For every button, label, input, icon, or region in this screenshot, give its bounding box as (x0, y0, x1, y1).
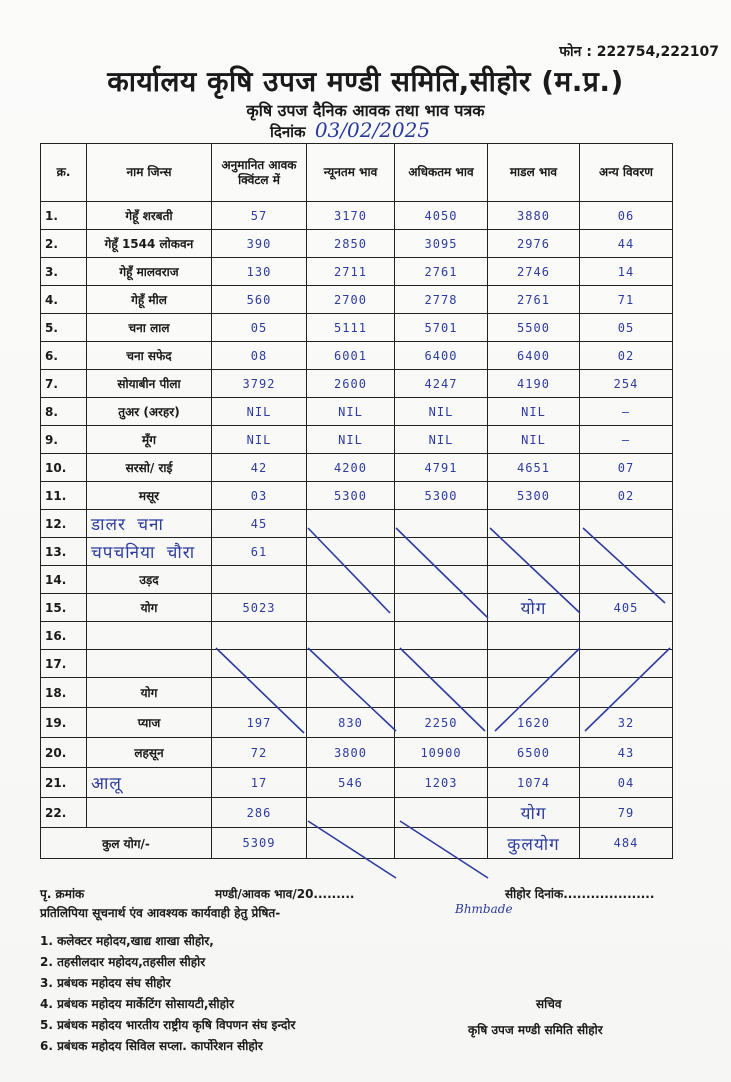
recipient-3: 3. प्रबंधक महोदय संघ सीहोर (40, 976, 171, 990)
cell-model: 1074 (488, 768, 580, 798)
cell-arrival (212, 650, 307, 678)
cell-other (580, 566, 673, 594)
cell-other (580, 622, 673, 650)
report-subtitle: कृषि उपज दैनिक आवक तथा भाव पत्रक (246, 101, 485, 120)
cell-max: NIL (395, 426, 488, 454)
recipient-4: 4. प्रबंधक महोदय मार्केटिंग सोसायटी,सीहोर (40, 997, 235, 1011)
commodity-name: मसूर (87, 482, 212, 510)
cell-arrival: 197 (212, 708, 307, 738)
recipient-1: 1. कलेक्टर महोदय,खाद्य शाखा सीहोर, (40, 934, 214, 948)
cell-arrival: NIL (212, 398, 307, 426)
cell-max: NIL (395, 398, 488, 426)
table-row (41, 398, 673, 426)
total-label: कुल योग/- (41, 828, 212, 859)
sehore-date: सीहोर दिनांक.................... (505, 887, 655, 901)
cell-min: 2700 (307, 286, 395, 314)
cell-other: 43 (580, 738, 673, 768)
cell-other: 79 (580, 798, 673, 828)
cell-min (307, 566, 395, 594)
phone-numbers: फोन : 222754,222107 (559, 44, 719, 60)
cell-other (580, 510, 673, 538)
total-empty2 (395, 828, 488, 859)
table-row (41, 650, 673, 678)
date-value: 03/02/2025 (314, 118, 431, 142)
row-serial: 1. (41, 202, 87, 230)
cell-arrival (212, 566, 307, 594)
price-table (40, 143, 673, 859)
cell-max (395, 538, 488, 566)
cell-other: 02 (580, 342, 673, 370)
row-serial: 8. (41, 398, 87, 426)
cell-model (488, 622, 580, 650)
cell-model: योग (488, 594, 580, 622)
cell-other: — (580, 398, 673, 426)
commodity-name: लहसून (87, 738, 212, 768)
commodity-name: गेहूँ 1544 लोकवन (87, 230, 212, 258)
commodity-name: गेहूँ शरबती (87, 202, 212, 230)
cell-min (307, 798, 395, 828)
cell-arrival (212, 678, 307, 708)
cell-max: 4791 (395, 454, 488, 482)
cell-model: NIL (488, 398, 580, 426)
cell-arrival: 560 (212, 286, 307, 314)
recipient-2: 2. तहसीलदार महोदय,तहसील सीहोर (40, 955, 206, 969)
cell-min: 546 (307, 768, 395, 798)
table-row (41, 314, 673, 342)
cell-model (488, 650, 580, 678)
cell-model: 6500 (488, 738, 580, 768)
cell-min: 3800 (307, 738, 395, 768)
cell-model (488, 538, 580, 566)
row-serial: 9. (41, 426, 87, 454)
cell-max: 4247 (395, 370, 488, 398)
commodity-name: गेहूँ मालवराज (87, 258, 212, 286)
table-row (41, 594, 673, 622)
table-row (41, 566, 673, 594)
commodity-name: सोयाबीन पीला (87, 370, 212, 398)
row-serial: 7. (41, 370, 87, 398)
row-serial: 12. (41, 510, 87, 538)
cell-arrival: 57 (212, 202, 307, 230)
cell-max (395, 678, 488, 708)
row-serial: 21. (41, 768, 87, 798)
table-row (41, 454, 673, 482)
cell-max: 5300 (395, 482, 488, 510)
office-name: कृषि उपज मण्डी समिति सीहोर (468, 1023, 603, 1037)
commodity-name (87, 798, 212, 828)
date-label: दिनांक (270, 123, 306, 141)
commodity-name (87, 622, 212, 650)
row-serial: 18. (41, 678, 87, 708)
row-serial: 15. (41, 594, 87, 622)
cell-max: 3095 (395, 230, 488, 258)
cell-min: 2600 (307, 370, 395, 398)
cell-other: 06 (580, 202, 673, 230)
mandi-line: मण्डी/आवक भाव/20......... (215, 887, 355, 901)
cell-model: 5500 (488, 314, 580, 342)
row-serial: 3. (41, 258, 87, 286)
table-row (41, 342, 673, 370)
commodity-name: तुअर (अरहर) (87, 398, 212, 426)
col-header-min: न्यूनतम भाव (307, 144, 395, 202)
office-title: कार्यालय कृषि उपज मण्डी समिति,सीहोर (म.प्र.) (107, 65, 624, 98)
cell-min (307, 622, 395, 650)
commodity-name: डालर चना (87, 510, 212, 538)
cell-max: 6400 (395, 342, 488, 370)
cell-other: 14 (580, 258, 673, 286)
table-row (41, 426, 673, 454)
cell-min (307, 650, 395, 678)
commodity-name: चना सफेद (87, 342, 212, 370)
cell-other: 44 (580, 230, 673, 258)
row-serial: 5. (41, 314, 87, 342)
cell-model: 6400 (488, 342, 580, 370)
table-row (41, 678, 673, 708)
row-serial: 13. (41, 538, 87, 566)
cell-arrival: 72 (212, 738, 307, 768)
cell-min (307, 678, 395, 708)
col-header-model: माडल भाव (488, 144, 580, 202)
cell-min: 830 (307, 708, 395, 738)
cell-model: 2761 (488, 286, 580, 314)
row-serial: 2. (41, 230, 87, 258)
cell-max: 2778 (395, 286, 488, 314)
commodity-name (87, 650, 212, 678)
commodity-name: प्याज (87, 708, 212, 738)
table-row (41, 538, 673, 566)
cell-min (307, 510, 395, 538)
cell-other: 32 (580, 708, 673, 738)
cell-max: 1203 (395, 768, 488, 798)
total-empty1 (307, 828, 395, 859)
cell-other: 71 (580, 286, 673, 314)
table-row (41, 230, 673, 258)
cell-model (488, 510, 580, 538)
col-header-arrival: अनुमानित आवक क्विंटल में (212, 144, 307, 202)
recipient-5: 5. प्रबंधक महोदय भारतीय राष्ट्रीय कृषि विपणन संघ इन्दोर (40, 1018, 296, 1032)
table-row (41, 798, 673, 828)
col-header-other: अन्य विवरण (580, 144, 673, 202)
cell-max (395, 798, 488, 828)
cell-other (580, 678, 673, 708)
cell-min: 2711 (307, 258, 395, 286)
col-header-name: नाम जिन्स (87, 144, 212, 202)
cell-arrival: 3792 (212, 370, 307, 398)
recipient-6: 6. प्रबंधक महोदय सिविल सप्ला. कार्पोरेशन सीहोर (40, 1039, 263, 1053)
row-serial: 6. (41, 342, 87, 370)
row-serial: 22. (41, 798, 87, 828)
table-row (41, 286, 673, 314)
cell-arrival: 286 (212, 798, 307, 828)
cell-max (395, 650, 488, 678)
commodity-name: उड़द (87, 566, 212, 594)
table-row (41, 622, 673, 650)
cell-arrival: 03 (212, 482, 307, 510)
cell-model: योग (488, 798, 580, 828)
table-row (41, 708, 673, 738)
cell-arrival: NIL (212, 426, 307, 454)
cell-model (488, 678, 580, 708)
row-serial: 17. (41, 650, 87, 678)
row-serial: 20. (41, 738, 87, 768)
cell-other: 254 (580, 370, 673, 398)
col-header-max: अधिकतम भाव (395, 144, 488, 202)
cell-other (580, 650, 673, 678)
cell-other: — (580, 426, 673, 454)
row-serial: 14. (41, 566, 87, 594)
row-serial: 11. (41, 482, 87, 510)
cell-model: 4190 (488, 370, 580, 398)
commodity-name: चपचनिया चौरा (87, 538, 212, 566)
cell-model: 5300 (488, 482, 580, 510)
total-row (41, 828, 673, 859)
cell-max (395, 622, 488, 650)
cell-other: 405 (580, 594, 673, 622)
table-row (41, 482, 673, 510)
cell-other (580, 538, 673, 566)
total-arrival: 5309 (212, 828, 307, 859)
cell-arrival (212, 622, 307, 650)
cell-max (395, 510, 488, 538)
commodity-name: सरसो/ राई (87, 454, 212, 482)
table-row (41, 768, 673, 798)
commodity-name: मूँग (87, 426, 212, 454)
cell-max: 2761 (395, 258, 488, 286)
cell-model: 3880 (488, 202, 580, 230)
cell-min: 3170 (307, 202, 395, 230)
cell-arrival: 45 (212, 510, 307, 538)
cell-max (395, 594, 488, 622)
row-serial: 19. (41, 708, 87, 738)
cell-model: 2976 (488, 230, 580, 258)
commodity-name: योग (87, 678, 212, 708)
cell-min: 5111 (307, 314, 395, 342)
cell-min (307, 594, 395, 622)
signature: Bhmbade (455, 902, 513, 916)
table-row (41, 738, 673, 768)
cell-model: 1620 (488, 708, 580, 738)
cell-arrival: 61 (212, 538, 307, 566)
cell-model: 2746 (488, 258, 580, 286)
cell-min: 2850 (307, 230, 395, 258)
cell-other: 05 (580, 314, 673, 342)
cell-min: 6001 (307, 342, 395, 370)
date-line (270, 118, 430, 142)
copy-line: प्रतिलिपिया सूचनार्थ एंव आवश्यक कार्यवाही हेतु प्रेषित- (40, 906, 281, 920)
ref-number: पृ. क्रमांक (40, 887, 85, 901)
cell-arrival: 05 (212, 314, 307, 342)
commodity-name: आलू (87, 768, 212, 798)
table-header-row (41, 144, 673, 202)
commodity-name: योग (87, 594, 212, 622)
designation: सचिव (536, 997, 562, 1011)
col-header-sr: क्र. (41, 144, 87, 202)
table-row (41, 370, 673, 398)
cell-arrival: 42 (212, 454, 307, 482)
row-serial: 10. (41, 454, 87, 482)
cell-other: 02 (580, 482, 673, 510)
cell-arrival: 08 (212, 342, 307, 370)
cell-min (307, 538, 395, 566)
cell-model: 4651 (488, 454, 580, 482)
total-model-label: कुलयोग (488, 828, 580, 859)
cell-model: NIL (488, 426, 580, 454)
cell-other: 07 (580, 454, 673, 482)
cell-max: 5701 (395, 314, 488, 342)
cell-arrival: 130 (212, 258, 307, 286)
cell-arrival: 390 (212, 230, 307, 258)
cell-model (488, 566, 580, 594)
cell-arrival: 17 (212, 768, 307, 798)
cell-min: NIL (307, 398, 395, 426)
row-serial: 4. (41, 286, 87, 314)
table-row (41, 510, 673, 538)
cell-other: 04 (580, 768, 673, 798)
cell-max: 4050 (395, 202, 488, 230)
cell-arrival: 5023 (212, 594, 307, 622)
cell-min: NIL (307, 426, 395, 454)
cell-max: 2250 (395, 708, 488, 738)
cell-max: 10900 (395, 738, 488, 768)
cell-min: 5300 (307, 482, 395, 510)
cell-max (395, 566, 488, 594)
table-row (41, 258, 673, 286)
total-other: 484 (580, 828, 673, 859)
cell-min: 4200 (307, 454, 395, 482)
commodity-name: चना लाल (87, 314, 212, 342)
commodity-name: गेहूँ मील (87, 286, 212, 314)
row-serial: 16. (41, 622, 87, 650)
table-row (41, 202, 673, 230)
